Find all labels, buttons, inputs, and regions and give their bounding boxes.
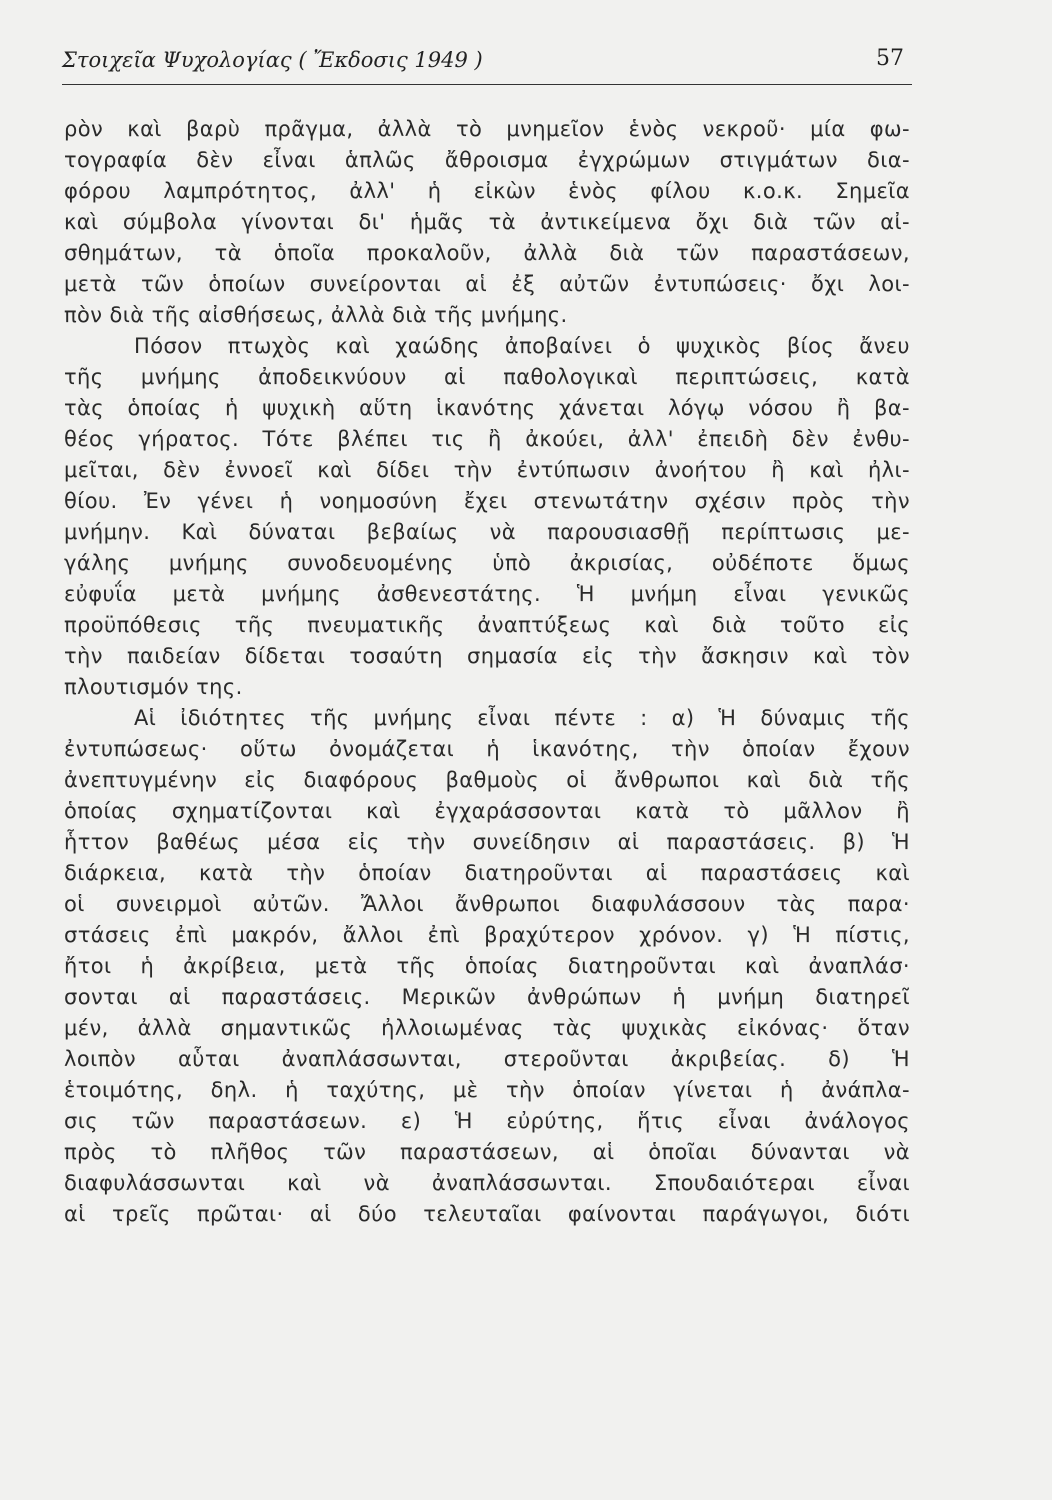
paragraph-first-line: Αἱ ἰδιότητες τῆς μνήμης εἶναι πέντε : α) Ἡ δύναμις τῆς — [134, 706, 910, 730]
text-line: σις τῶν παραστάσεων. ε) Ἡ εὐρύτης, ἥτις εἶναι ἀνάλογος — [64, 1109, 910, 1133]
paragraph-first-line: Πόσον πτωχὸς καὶ χαώδης ἀποβαίνει ὁ ψυχικὸς βίος ἄνευ — [134, 334, 910, 358]
text-line: πλουτισμόν της. — [64, 675, 243, 699]
text-line: μνήμην. Καὶ δύναται βεβαίως νὰ παρουσιασθῇ περίπτωσις με- — [64, 520, 910, 544]
text-line: πρὸς τὸ πλῆθος τῶν παραστάσεων, αἱ ὁποῖαι δύνανται νὰ — [64, 1140, 910, 1164]
text-line: ὁποίας σχηματίζονται καὶ ἐγχαράσσονται κατὰ τὸ μᾶλλον ἢ — [64, 799, 910, 823]
text-line: τὰς ὁποίας ἡ ψυχικὴ αὕτη ἱκανότης χάνεται λόγῳ νόσου ἢ βα- — [64, 396, 910, 420]
text-line: ἑτοιμότης, δηλ. ἡ ταχύτης, μὲ τὴν ὁποίαν γίνεται ἡ ἀνάπλα- — [64, 1078, 910, 1102]
text-line: διάρκεια, κατὰ τὴν ὁποίαν διατηροῦνται αἱ παραστάσεις καὶ — [64, 861, 910, 885]
text-line: αἱ τρεῖς πρῶται· αἱ δύο τελευταῖαι φαίνονται παράγωγοι, διότι — [64, 1202, 910, 1226]
text-line: τὴν παιδείαν δίδεται τοσαύτη σημασία εἰς τὴν ἄσκησιν καὶ τὸν — [64, 644, 910, 668]
text-line: καὶ σύμβολα γίνονται δι' ἡμᾶς τὰ ἀντικείμενα ὄχι διὰ τῶν αἰ- — [64, 210, 910, 234]
text-line: μεῖται, δὲν ἐννοεῖ καὶ δίδει τὴν ἐντύπωσιν ἀνοήτου ἢ καὶ ἠλι- — [64, 458, 910, 482]
text-line: πὸν διὰ τῆς αἰσθήσεως, ἀλλὰ διὰ τῆς μνήμης. — [64, 303, 568, 327]
text-line: ἐντυπώσεως· οὕτω ὀνομάζεται ἡ ἱκανότης, τὴν ὁποίαν ἔχουν — [64, 737, 910, 761]
text-line: θέος γήρατος. Τότε βλέπει τις ἢ ἀκούει, ἀλλ' ἐπειδὴ δὲν ἐνθυ- — [64, 427, 910, 451]
text-line: ἀνεπτυγμένην εἰς διαφόρους βαθμοὺς οἱ ἄνθρωποι καὶ διὰ τῆς — [64, 768, 910, 792]
page-number: 57 — [876, 46, 904, 71]
text-line: στάσεις ἐπὶ μακρόν, ἄλλοι ἐπὶ βραχύτερον χρόνον. γ) Ἡ πίστις, — [64, 923, 910, 947]
text-line: διαφυλάσσωνται καὶ νὰ ἀναπλάσσωνται. Σπουδαιότεραι εἶναι — [64, 1171, 910, 1195]
text-line: ἤτοι ἡ ἀκρίβεια, μετὰ τῆς ὁποίας διατηροῦνται καὶ ἀναπλάσ· — [64, 954, 910, 978]
page-header — [62, 44, 912, 85]
text-line: γάλης μνήμης συνοδευομένης ὑπὸ ἀκρισίας, οὐδέποτε ὅμως — [64, 551, 910, 575]
text-line: ρὸν καὶ βαρὺ πρᾶγμα, ἀλλὰ τὸ μνημεῖον ἑνὸς νεκροῦ· μία φω- — [64, 117, 910, 141]
text-line: τογραφία δὲν εἶναι ἁπλῶς ἄθροισμα ἐγχρώμων στιγμάτων δια- — [64, 148, 910, 172]
text-line: σθημάτων, τὰ ὁποῖα προκαλοῦν, ἀλλὰ διὰ τῶν παραστάσεων, — [64, 241, 910, 265]
text-line: θίου. Ἐν γένει ἡ νοημοσύνη ἔχει στενωτάτην σχέσιν πρὸς τὴν — [64, 489, 910, 513]
text-line: φόρου λαμπρότητος, ἀλλ' ἡ εἰκὼν ἑνὸς φίλου κ.ο.κ. Σημεῖα — [64, 179, 910, 203]
text-line: προϋπόθεσις τῆς πνευματικῆς ἀναπτύξεως καὶ διὰ τοῦτο εἰς — [64, 613, 910, 637]
text-line: μετὰ τῶν ὁποίων συνείρονται αἱ ἐξ αὐτῶν ἐντυπώσεις· ὄχι λοι- — [64, 272, 910, 296]
text-line: εὐφυΐα μετὰ μνήμης ἀσθενεστάτης. Ἡ μνήμη εἶναι γενικῶς — [64, 582, 910, 606]
text-line: τῆς μνήμης ἀποδεικνύουν αἱ παθολογικαὶ περιπτώσεις, κατὰ — [64, 365, 910, 389]
running-title: Στοιχεῖα Ψυχολογίας ( Ἔκδοσις 1949 ) — [62, 48, 483, 72]
text-line: μέν, ἀλλὰ σημαντικῶς ἠλλοιωμένας τὰς ψυχικὰς εἰκόνας· ὅταν — [64, 1016, 910, 1040]
text-line: σονται αἱ παραστάσεις. Μερικῶν ἀνθρώπων ἡ μνήμη διατηρεῖ — [64, 985, 910, 1009]
text-line: λοιπὸν αὗται ἀναπλάσσωνται, στεροῦνται ἀκριβείας. δ) Ἡ — [64, 1047, 910, 1071]
text-line: ἧττον βαθέως μέσα εἰς τὴν συνείδησιν αἱ παραστάσεις. β) Ἡ — [64, 830, 910, 854]
text-line: οἱ συνειρμοὶ αὐτῶν. Ἄλλοι ἄνθρωποι διαφυλάσσουν τὰς παρα· — [64, 892, 910, 916]
body-text — [64, 114, 910, 1230]
